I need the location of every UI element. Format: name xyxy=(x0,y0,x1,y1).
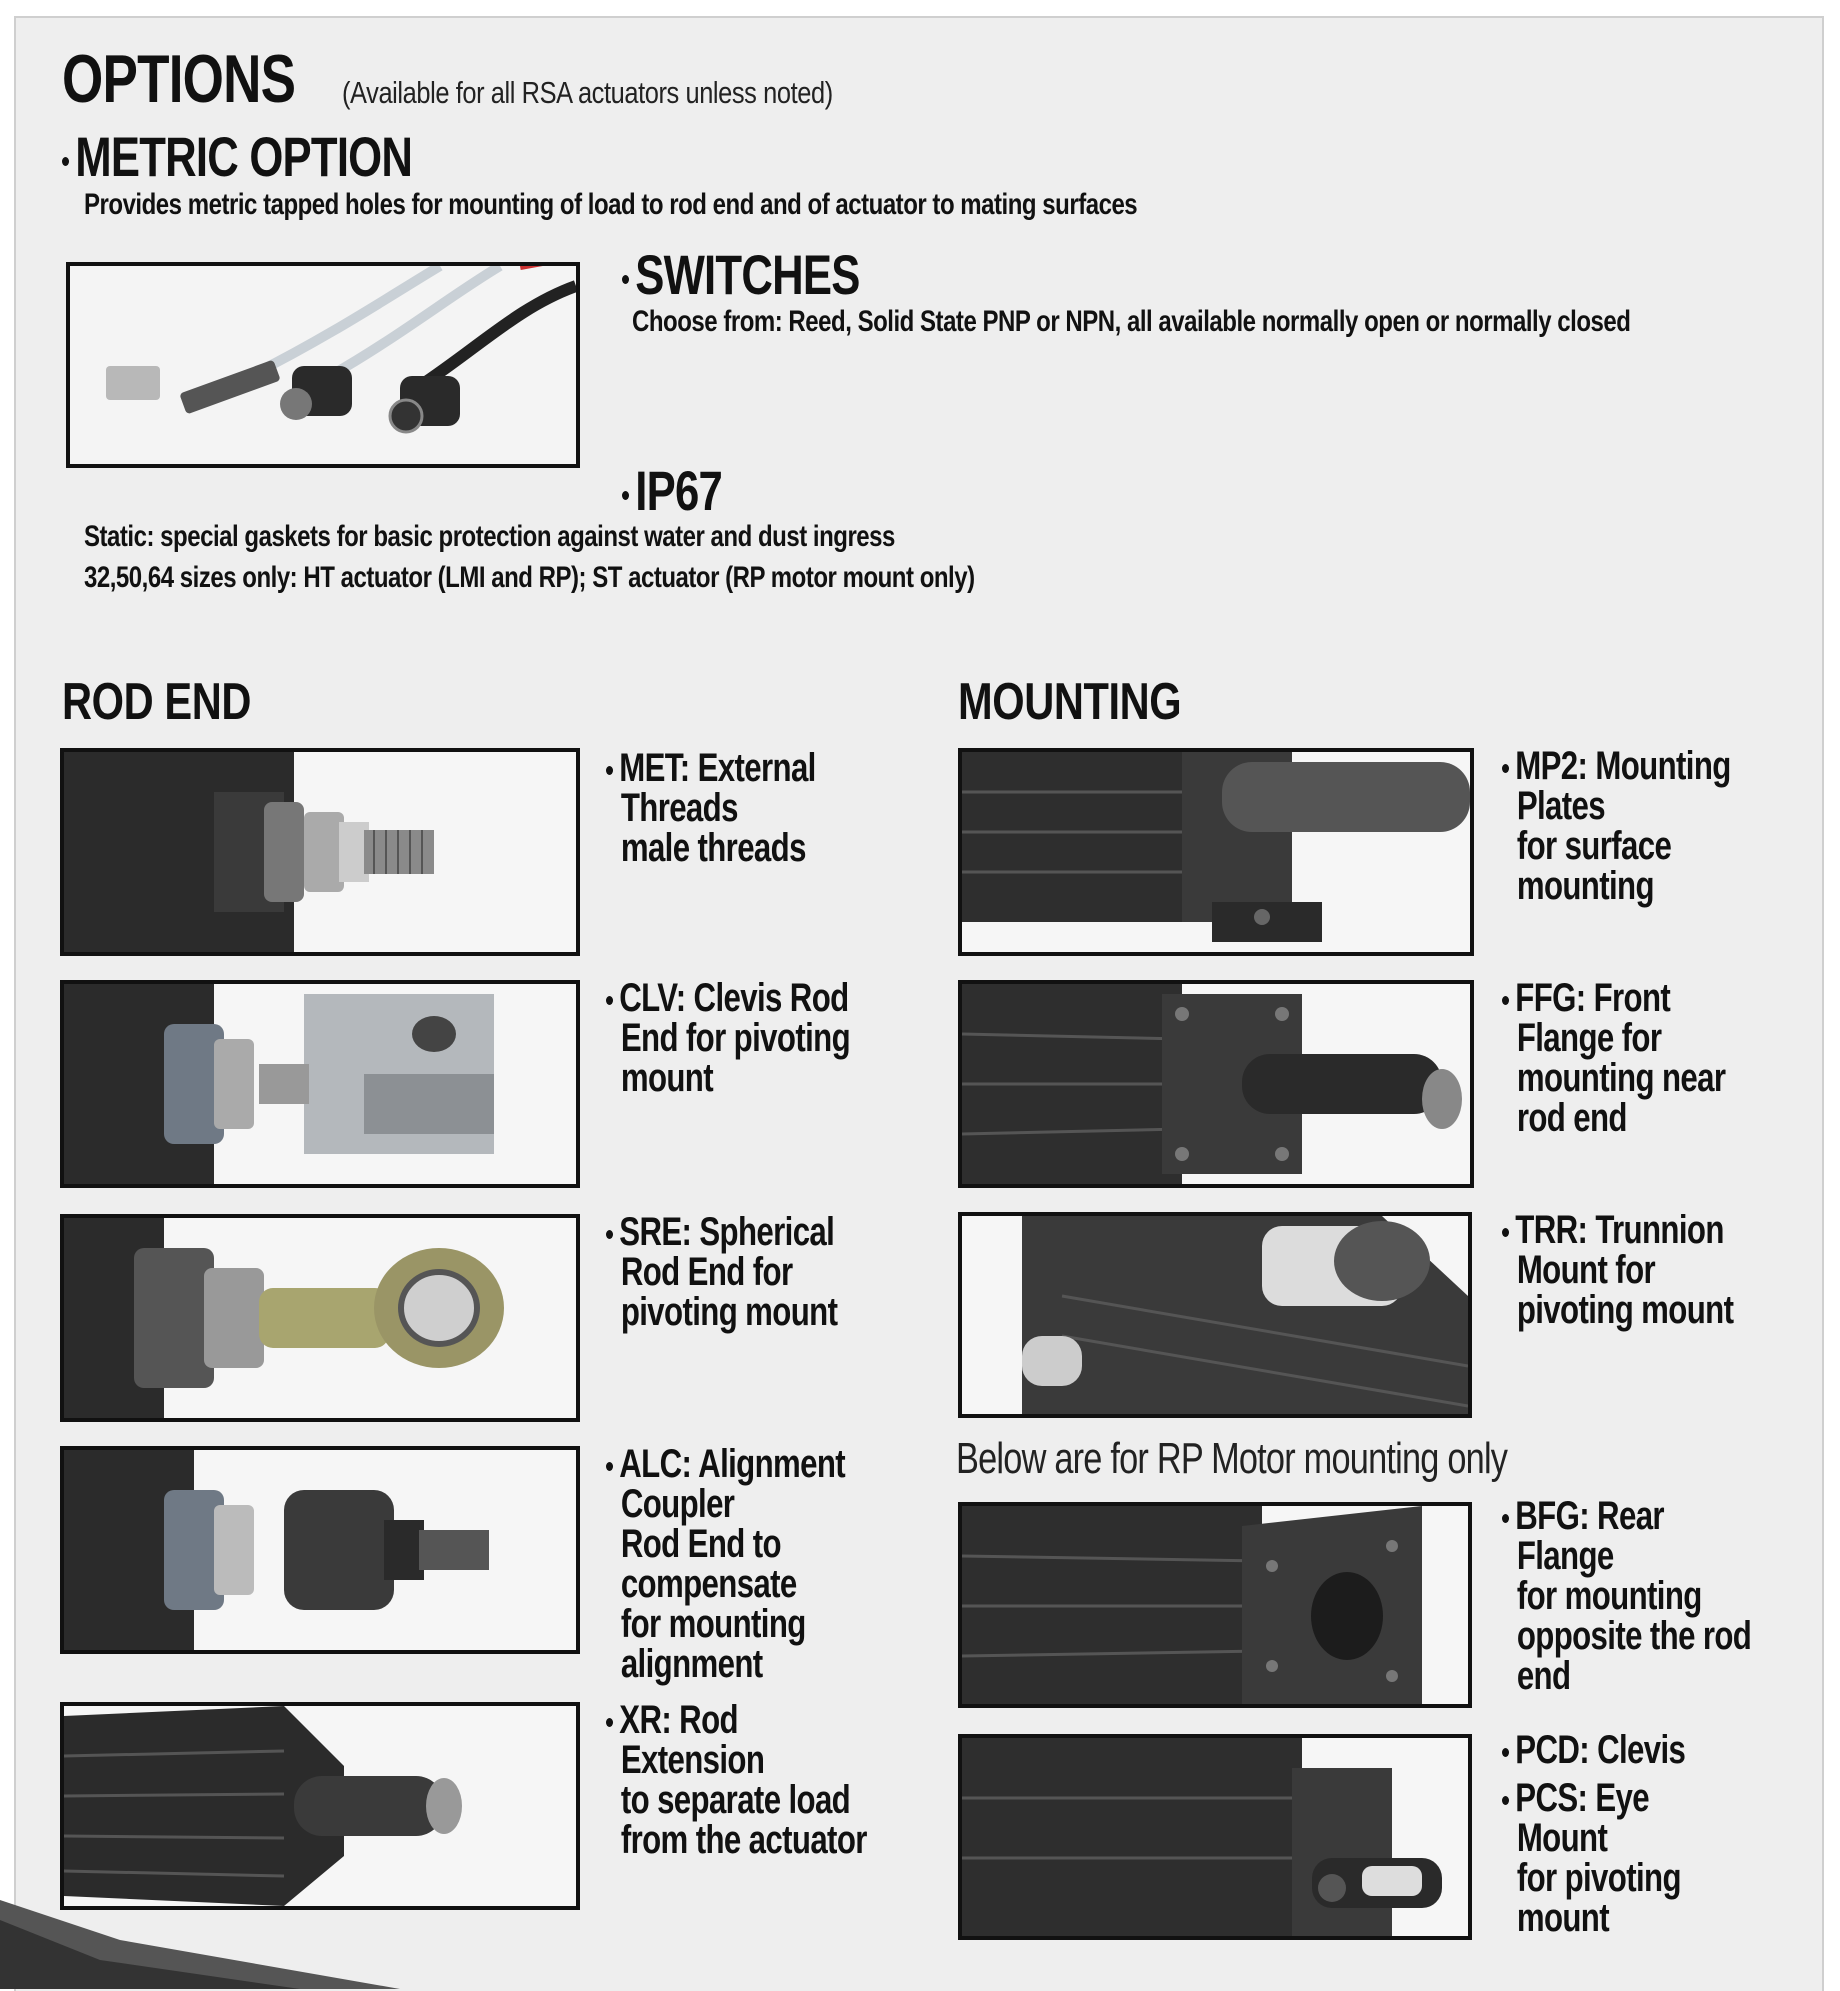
bfg-option-line: opposite the rod xyxy=(1516,1614,1752,1658)
ip67-desc-line1: Static: special gaskets for basic protection against water and dust ingress xyxy=(84,520,895,553)
bfg-option-title: BFG: Rear xyxy=(1515,1494,1664,1538)
bullet-icon xyxy=(606,1462,613,1471)
bullet-icon xyxy=(1502,764,1509,773)
switches-photo xyxy=(66,262,580,468)
xr-option xyxy=(606,1700,867,1860)
met-option-line: male threads xyxy=(620,826,806,870)
xr-option-title: XR: Rod xyxy=(619,1698,738,1742)
bullet-icon xyxy=(1502,1514,1509,1523)
bullet-icon xyxy=(606,996,613,1005)
bullet-icon xyxy=(606,1718,613,1727)
sre-option-line: pivoting mount xyxy=(620,1290,838,1334)
pcs-option xyxy=(1502,1778,1681,1938)
rod-end-heading: ROD END xyxy=(62,673,252,731)
xr-photo xyxy=(60,1702,580,1910)
alc-option-line: for mounting xyxy=(620,1602,806,1646)
ip67-desc-line2: 32,50,64 sizes only: HT actuator (LMI and RP); ST actuator (RP motor mount only) xyxy=(84,561,975,594)
trr-option-title: TRR: Trunnion xyxy=(1515,1208,1724,1252)
clv-photo xyxy=(60,980,580,1188)
ffg-option-line: rod end xyxy=(1516,1096,1627,1140)
bullet-icon xyxy=(606,1230,613,1239)
alc-option-title: ALC: Alignment xyxy=(619,1442,846,1486)
alc-option-line: Coupler xyxy=(620,1482,735,1526)
switches-title-text: SWITCHES xyxy=(635,243,860,306)
bullet-icon xyxy=(622,491,629,500)
mp2-photo xyxy=(958,748,1474,956)
met-option xyxy=(606,748,816,868)
alc-option-line: compensate xyxy=(620,1562,797,1606)
switches-title xyxy=(622,242,860,307)
switches-desc: Choose from: Reed, Solid State PNP or NPN, all available normally open or normally closed xyxy=(632,305,1631,338)
bfg-option-line: Flange xyxy=(1516,1534,1614,1578)
ip67-title-text: IP67 xyxy=(635,459,722,522)
alc-photo xyxy=(60,1446,580,1654)
ffg-option-line: Flange for xyxy=(1516,1016,1662,1060)
bfg-option-line: end xyxy=(1516,1654,1571,1698)
sre-option xyxy=(606,1212,837,1332)
pcs-option-line: for pivoting xyxy=(1516,1856,1681,1900)
bullet-icon xyxy=(62,157,69,166)
xr-option-line: Extension xyxy=(620,1738,765,1782)
pcs-option-title: PCS: Eye xyxy=(1515,1776,1649,1820)
clv-option xyxy=(606,978,850,1098)
xr-option-line: to separate load xyxy=(620,1778,851,1822)
metric-option-desc: Provides metric tapped holes for mounting of load to rod end and of actuator to mating surfaces xyxy=(84,188,1138,221)
sre-photo xyxy=(60,1214,580,1422)
clv-option-title: CLV: Clevis Rod xyxy=(619,976,849,1020)
bullet-icon xyxy=(622,275,629,284)
bfg-photo xyxy=(958,1502,1472,1708)
ffg-photo xyxy=(958,980,1474,1188)
trr-option-line: Mount for xyxy=(1516,1248,1656,1292)
corner-actuator-graphic xyxy=(0,1880,400,1989)
mp2-option-line: mounting xyxy=(1516,864,1654,908)
ffg-option-title: FFG: Front xyxy=(1515,976,1671,1020)
ffg-option-line: mounting near xyxy=(1516,1056,1726,1100)
sre-option-title: SRE: Spherical xyxy=(619,1210,835,1254)
mp2-option-title: MP2: Mounting xyxy=(1515,744,1731,788)
trr-option xyxy=(1502,1210,1733,1330)
mounting-heading: MOUNTING xyxy=(958,673,1182,731)
ffg-option xyxy=(1502,978,1725,1138)
pcs-option-line: Mount xyxy=(1516,1816,1608,1860)
bullet-icon xyxy=(1502,1796,1509,1805)
clv-option-line: End for pivoting xyxy=(620,1016,851,1060)
metric-option-title-text: METRIC OPTION xyxy=(75,125,413,188)
alc-option-line: Rod End to xyxy=(620,1522,781,1566)
sre-option-line: Rod End for xyxy=(620,1250,793,1294)
bullet-icon xyxy=(606,766,613,775)
bullet-icon xyxy=(1502,1228,1509,1237)
clv-option-line: mount xyxy=(620,1056,714,1100)
mp2-option-line: Plates xyxy=(1516,784,1606,828)
bullet-icon xyxy=(1502,996,1509,1005)
bfg-option xyxy=(1502,1496,1751,1696)
pcd-pcs-photo xyxy=(958,1734,1472,1940)
trr-option-line: pivoting mount xyxy=(1516,1288,1734,1332)
bfg-option-line: for mounting xyxy=(1516,1574,1702,1618)
page-title: OPTIONS xyxy=(62,41,296,117)
trr-photo xyxy=(958,1212,1472,1418)
metric-option-title xyxy=(62,124,412,189)
switches-illustration xyxy=(70,266,576,464)
page-title-note: (Available for all RSA actuators unless noted) xyxy=(342,75,833,110)
met-photo xyxy=(60,748,580,956)
alc-option xyxy=(606,1444,845,1684)
pcd-option xyxy=(1502,1730,1685,1770)
xr-option-line: from the actuator xyxy=(620,1818,867,1862)
rp-motor-note: Below are for RP Motor mounting only xyxy=(956,1434,1508,1483)
met-option-title: MET: External xyxy=(619,746,816,790)
bullet-icon xyxy=(1502,1748,1509,1757)
mp2-option xyxy=(1502,746,1731,906)
mp2-option-line: for surface xyxy=(1516,824,1672,868)
met-option-line: Threads xyxy=(620,786,738,830)
alc-option-line: alignment xyxy=(620,1642,763,1686)
pcs-option-line: mount xyxy=(1516,1896,1610,1940)
pcd-option-title: PCD: Clevis xyxy=(1515,1728,1686,1772)
ip67-title xyxy=(622,458,722,523)
